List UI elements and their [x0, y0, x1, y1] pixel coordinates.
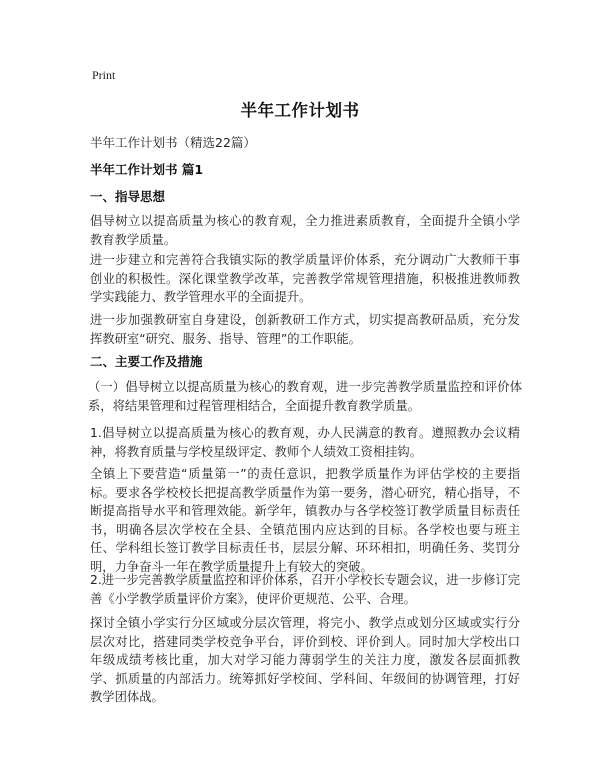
- section-heading-main-work: 二、主要工作及措施: [90, 354, 203, 369]
- page-title: 半年工作计划书: [240, 101, 360, 120]
- document-subtitle: 半年工作计划书（精选22篇）: [90, 135, 256, 150]
- paragraph: 进一步建立和完善符合我镇实际的教学质量评价体系，充分调动广大教师干事创业的积极性。深化课堂教学改革，完善教学常规管理措施，积极推进教师教学实践能力、教学管理水平的全面提升。: [90, 253, 520, 304]
- print-label: Print: [92, 68, 116, 82]
- section-heading-guiding-ideology: 一、指导思想: [90, 189, 166, 204]
- paragraph: 2.进一步完善教学质量监控和评价体系，召开小学校长专题会议，进一步修订完善《小学教学质量评价方案》，使评价更规范、公平、合理。: [90, 573, 520, 606]
- paragraph: 1.倡导树立以提高质量为核心的教育观，办人民满意的教育。遵照教办会议精神，将教育质量与学校星级评定、教师个人绩效工资相挂钩。: [90, 426, 520, 459]
- paragraph: 进一步加强教研室自身建设，创新教研工作方式，切实提高教研品质，充分发挥教研室“研究、服务、指导、管理”的工作职能。: [90, 313, 520, 346]
- paragraph: 全镇上下要营造“质量第一”的责任意识，把教学质量作为评估学校的主要指标。要求各学校校长把提高教学质量作为第一要务，潜心研究，精心指导，不断提高指导水平和管理效能。新学年，镇教办与各学校签订教学质量目标责任书，明确各层次学校在全县、全镇范围内应达到的目标。各学校也要与班主任、学科组长签订教学目标责任书，层层分解、环环相扣，明确任务、奖罚分明，力争奋斗一年在教学质量提升上有较大的突破。: [90, 467, 520, 574]
- paragraph: 倡导树立以提高质量为核心的教育观，全力推进素质教育，全面提升全镇小学教育教学质量。: [90, 214, 520, 247]
- article-title: 半年工作计划书 篇1: [90, 162, 204, 177]
- paragraph: （一）倡导树立以提高质量为核心的教育观，进一步完善教学质量监控和评价体系，将结果管理和过程管理相结合，全面提升教育教学质量。: [88, 380, 522, 413]
- paragraph: 探讨全镇小学实行分区域或分层次管理，将完小、教学点或划分区域或实行分层次对比，搭建同类学校竞争平台，评价到校、评价到人。同时加大学校出口年级成绩考核比重，加大对学习能力薄弱学生的关注力度，激发各层面抓教学、抓质量的内部活力。统筹抓好学校间、学科间、年级间的协调管理，打好教学团体战。: [90, 616, 520, 704]
